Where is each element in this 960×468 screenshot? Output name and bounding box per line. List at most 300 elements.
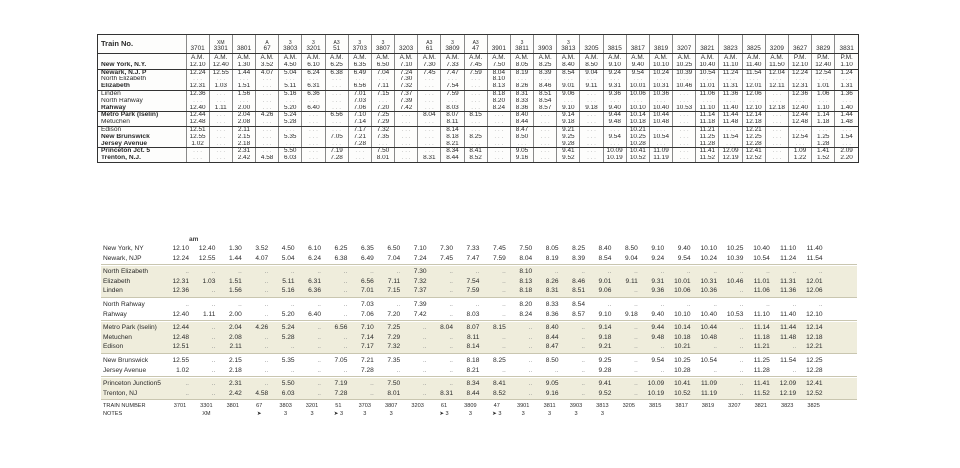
time-cell: . . . xyxy=(765,134,788,141)
time-cell: . . . xyxy=(765,76,788,83)
time-cell: 1.02 xyxy=(176,366,189,374)
time-cell: 10.19 xyxy=(603,155,626,162)
time-cell: 10.06 xyxy=(674,287,691,295)
row-group-divider xyxy=(101,353,857,354)
time-cell: 10.39 xyxy=(673,69,696,76)
time-cell: . . . xyxy=(487,148,510,155)
train-number-row-label: TRAIN NUMBER xyxy=(103,403,146,410)
time-cell: . . . xyxy=(325,119,348,126)
station-name: New York, N.Y. xyxy=(98,62,186,69)
time-cell: . . . xyxy=(418,83,441,90)
time-cell: 6.56 xyxy=(325,112,348,119)
time-cell: 10.31 xyxy=(700,277,717,285)
time-cell: .. xyxy=(713,268,717,276)
time-cell: 4.26 xyxy=(256,112,279,119)
time-cell: . . . xyxy=(209,141,232,148)
train-number-header xyxy=(209,35,232,54)
time-cell: . . . xyxy=(302,134,325,141)
time-cell: 8.19 xyxy=(545,254,559,262)
note-cell: XM xyxy=(202,411,211,418)
time-cell: 7.35 xyxy=(387,357,401,364)
time-cell: .. xyxy=(660,366,665,374)
time-cell: 10.01 xyxy=(674,277,691,285)
time-cell: 12.09 xyxy=(779,380,797,388)
time-cell: . . . xyxy=(418,98,441,105)
time-cell: .. xyxy=(581,333,585,341)
time-cell: .. xyxy=(185,268,189,276)
time-cell: . . . xyxy=(765,141,788,148)
time-cell: . . . xyxy=(395,155,418,162)
time-cell: 11.01 xyxy=(753,277,770,285)
time-cell: 10.28 xyxy=(626,141,649,148)
time-cell: .. xyxy=(343,301,348,308)
train-note-code: A3 xyxy=(333,39,340,46)
time-cell: . . . xyxy=(580,76,603,83)
time-cell: 7.45 xyxy=(440,254,453,262)
ampm-cell: A.M. xyxy=(765,54,788,62)
time-cell: 8.05 xyxy=(510,62,533,69)
time-cell: 5.11 xyxy=(282,277,295,285)
time-cell: 8.24 xyxy=(519,310,533,318)
time-cell: 7.10 xyxy=(395,62,418,69)
time-cell: 7.20 xyxy=(387,310,401,318)
time-cell: 8.04 xyxy=(487,69,510,76)
time-cell: .. xyxy=(792,366,797,374)
time-cell: 12.21 xyxy=(806,343,823,351)
time-cell: 10.36 xyxy=(700,287,717,295)
note-cell: 3 xyxy=(284,411,288,418)
station-name: Rahway xyxy=(103,310,127,318)
time-cell: . . . xyxy=(302,141,325,148)
ampm-cell: A.M. xyxy=(649,54,672,62)
time-cell: 10.19 xyxy=(647,389,665,397)
time-cell: 8.11 xyxy=(467,333,480,341)
train-number-cell: 3803 xyxy=(279,403,292,410)
time-cell: 12.04 xyxy=(765,69,788,76)
time-cell: 7.30 xyxy=(413,268,427,276)
time-cell: 9.16 xyxy=(510,155,533,162)
train-number-cell: 3821 xyxy=(754,403,768,410)
time-cell: . . . xyxy=(256,76,279,83)
time-cell: . . . xyxy=(835,126,858,133)
time-cell: 1.11 xyxy=(203,310,216,318)
time-cell: 1.51 xyxy=(228,277,242,285)
time-cell: .. xyxy=(317,357,321,364)
time-cell: . . . xyxy=(302,98,325,105)
time-cell: 6.40 xyxy=(308,310,321,318)
time-cell: 8.24 xyxy=(487,105,510,112)
time-cell: . . . xyxy=(788,76,811,83)
time-cell: 12.18 xyxy=(806,333,823,341)
ampm-cell: P.M. xyxy=(835,54,858,62)
time-cell: 12.51 xyxy=(186,126,209,133)
time-cell: 2.00 xyxy=(232,105,255,112)
station-name: Newark, NJP xyxy=(103,254,142,262)
time-cell: 5.16 xyxy=(281,287,295,295)
train-number-header xyxy=(835,35,858,54)
time-cell: .. xyxy=(449,287,453,295)
time-cell: 12.40 xyxy=(172,310,189,318)
train-number-header xyxy=(279,35,302,54)
time-cell: . . . xyxy=(696,76,719,83)
time-cell: .. xyxy=(317,333,321,341)
time-cell: .. xyxy=(528,324,533,332)
time-cell: 5.35 xyxy=(279,134,302,141)
time-cell: .. xyxy=(634,380,638,388)
time-cell: 7.01 xyxy=(360,287,374,295)
time-cell: 8.01 xyxy=(387,389,401,397)
train-number-header xyxy=(325,35,348,54)
time-cell: . . . xyxy=(186,98,209,105)
time-cell: 8.11 xyxy=(441,119,464,126)
time-cell: 7.10 xyxy=(413,245,427,252)
time-cell: 12.40 xyxy=(812,62,835,69)
time-cell: 12.14 xyxy=(806,324,823,332)
time-cell: . . . xyxy=(765,148,788,155)
time-cell: 11.24 xyxy=(719,69,742,76)
time-cell: . . . xyxy=(742,98,765,105)
time-cell: .. xyxy=(634,366,638,374)
time-cell: 1.01 xyxy=(812,83,835,90)
time-cell: .. xyxy=(422,366,427,374)
train-number: 3829 xyxy=(816,45,831,53)
time-cell: 6.50 xyxy=(387,245,401,252)
train-number-cell: 3903 xyxy=(569,403,583,410)
station-name: North Elizabeth xyxy=(103,268,149,276)
time-cell: . . . xyxy=(742,76,765,83)
time-cell: . . . xyxy=(580,98,603,105)
time-cell: 11.31 xyxy=(719,83,742,90)
time-cell: 8.54 xyxy=(534,98,557,105)
time-cell: 7.03 xyxy=(348,98,371,105)
time-cell: 11.44 xyxy=(780,324,797,332)
time-cell: 7.03 xyxy=(360,301,374,308)
time-cell: . . . xyxy=(626,98,649,105)
time-cell: 8.34 xyxy=(466,380,480,388)
ampm-cell: A.M. xyxy=(186,54,209,62)
time-cell: 7.37 xyxy=(413,287,427,295)
time-cell: . . . xyxy=(256,126,279,133)
time-cell: 9.36 xyxy=(603,90,626,97)
time-cell: .. xyxy=(317,324,321,332)
train-number-cell: 3823 xyxy=(780,403,794,410)
time-cell: . . . xyxy=(812,76,835,83)
time-cell: 8.46 xyxy=(572,277,585,285)
time-cell: 7.19 xyxy=(334,380,348,388)
timetable-row xyxy=(101,356,857,365)
note-cell: 3 xyxy=(548,411,552,418)
time-cell: . . . xyxy=(696,98,719,105)
time-cell: 1.24 xyxy=(835,69,858,76)
time-cell: 7.06 xyxy=(348,105,371,112)
timetable-row xyxy=(98,69,858,76)
row-group-divider xyxy=(101,297,857,298)
time-cell: .. xyxy=(528,343,533,351)
train-note-code: A xyxy=(265,39,269,46)
time-cell: .. xyxy=(634,287,638,295)
train-number-cell: 3801 xyxy=(226,403,240,410)
time-cell: . . . xyxy=(209,90,232,97)
time-cell: . . . xyxy=(279,76,302,83)
time-cell: 12.40 xyxy=(788,105,811,112)
time-cell: 12.06 xyxy=(742,90,765,97)
time-cell: 9.40 xyxy=(651,310,665,318)
time-cell: 9.31 xyxy=(651,277,665,285)
time-cell: . . . xyxy=(418,148,441,155)
time-cell: .. xyxy=(528,380,533,388)
time-cell: 11.18 xyxy=(696,119,719,126)
time-cell: 2.09 xyxy=(835,148,858,155)
time-cell: . . . xyxy=(673,112,696,119)
time-cell: 8.15 xyxy=(464,112,487,119)
time-cell: 10.40 xyxy=(696,62,719,69)
time-cell: 9.05 xyxy=(510,148,533,155)
time-cell: 4.58 xyxy=(255,389,269,397)
time-cell: . . . xyxy=(302,126,325,133)
ampm-cell: A.M. xyxy=(302,54,325,62)
time-cell: 7.32 xyxy=(395,83,418,90)
time-cell: .. xyxy=(502,310,506,318)
time-cell: 11.44 xyxy=(719,112,742,119)
time-cell: 1.09 xyxy=(788,148,811,155)
train-number: 3809 xyxy=(445,45,460,53)
train-number: 3817 xyxy=(630,45,645,53)
time-cell: 4.50 xyxy=(281,245,295,252)
time-cell: 8.10 xyxy=(487,76,510,83)
timetable-row xyxy=(98,155,858,162)
time-cell: 11.54 xyxy=(719,134,742,141)
time-cell: 5.24 xyxy=(281,324,295,332)
time-cell: 8.14 xyxy=(466,343,480,351)
time-cell: 7.29 xyxy=(371,119,394,126)
time-cell: .. xyxy=(211,389,216,397)
time-cell: .. xyxy=(290,301,295,308)
time-cell: 8.13 xyxy=(519,277,533,285)
time-cell: 8.14 xyxy=(441,126,464,133)
notes-row-label: NOTES xyxy=(103,411,123,418)
time-cell: .. xyxy=(264,277,269,285)
time-cell: .. xyxy=(422,357,427,364)
train-number-header xyxy=(557,35,580,54)
time-cell: . . . xyxy=(302,155,325,162)
time-cell: . . . xyxy=(603,76,626,83)
time-cell: .. xyxy=(449,357,453,364)
train-number: 3825 xyxy=(746,45,761,53)
timetable-row xyxy=(98,134,858,141)
time-cell: 6.10 xyxy=(308,245,321,252)
time-cell: . . . xyxy=(325,83,348,90)
train-number-cell: 3301 xyxy=(200,403,213,410)
time-cell: . . . xyxy=(487,112,510,119)
time-cell: 1.31 xyxy=(835,83,858,90)
time-cell: . . . xyxy=(719,98,742,105)
time-cell: 11.19 xyxy=(649,155,672,162)
train-number-cell: 67 xyxy=(256,403,263,410)
time-cell: 10.54 xyxy=(753,254,770,262)
original-timetable xyxy=(97,34,859,163)
time-cell: 4.50 xyxy=(279,62,302,69)
timetable-row xyxy=(98,62,858,69)
time-cell: 12.18 xyxy=(742,119,765,126)
time-cell: 12.06 xyxy=(806,287,823,295)
time-cell: 12.24 xyxy=(788,69,811,76)
time-cell: 11.09 xyxy=(700,380,717,388)
time-cell: .. xyxy=(264,301,269,308)
time-cell: 10.24 xyxy=(649,69,672,76)
time-cell: 9.28 xyxy=(598,366,612,374)
train-number-cell: 61 xyxy=(440,403,448,410)
time-cell: 10.25 xyxy=(674,357,691,364)
time-cell: . . . xyxy=(418,126,441,133)
time-cell: 8.13 xyxy=(487,83,510,90)
time-cell: 12.55 xyxy=(172,357,189,364)
time-cell: 8.46 xyxy=(534,83,557,90)
time-cell: 12.55 xyxy=(198,254,216,262)
time-cell: . . . xyxy=(603,98,626,105)
time-cell: . . . xyxy=(395,126,418,133)
train-number: 67 xyxy=(263,45,271,53)
train-number-header xyxy=(649,35,672,54)
time-cell: . . . xyxy=(835,76,858,83)
ampm-cell: A.M. xyxy=(232,54,255,62)
train-number-cell: 47 xyxy=(493,403,500,410)
time-cell: . . . xyxy=(418,76,441,83)
time-cell: .. xyxy=(475,268,480,276)
time-cell: 5.11 xyxy=(279,83,302,90)
timetable-row xyxy=(101,323,857,332)
time-cell: .. xyxy=(370,380,374,388)
time-cell: 7.21 xyxy=(348,134,371,141)
train-number-header xyxy=(186,35,209,54)
time-cell: 7.11 xyxy=(371,83,394,90)
train-number-cell: 3811 xyxy=(543,403,556,410)
time-cell: 9.25 xyxy=(598,357,612,364)
time-cell: 7.05 xyxy=(334,357,348,364)
time-cell: 8.39 xyxy=(572,254,585,262)
train-number-header xyxy=(348,35,371,54)
time-cell: . . . xyxy=(209,126,232,133)
time-cell: 2.04 xyxy=(228,324,242,332)
time-cell: 11.54 xyxy=(742,69,765,76)
time-cell: 7.30 xyxy=(395,76,418,83)
train-number-header xyxy=(626,35,649,54)
station-name: Trenton, N.J. xyxy=(101,155,141,162)
train-number-header xyxy=(580,35,603,54)
time-cell: 7.28 xyxy=(348,141,371,148)
time-cell: 9.54 xyxy=(626,69,649,76)
time-cell: 9.11 xyxy=(625,277,638,285)
time-cell: 12.44 xyxy=(788,112,811,119)
time-cell: 12.36 xyxy=(172,287,189,295)
time-cell: 5.50 xyxy=(279,148,302,155)
train-number-cell: 3901 xyxy=(516,403,530,410)
time-cell: 9.18 xyxy=(598,333,612,341)
time-cell: 11.21 xyxy=(753,343,770,351)
train-number-cell: 3207 xyxy=(728,403,741,410)
time-cell: . . . xyxy=(395,148,418,155)
time-cell: 8.31 xyxy=(545,287,559,295)
train-number: 51 xyxy=(333,45,341,53)
time-cell: . . . xyxy=(534,155,557,162)
time-cell: . . . xyxy=(580,134,603,141)
time-cell: 8.31 xyxy=(510,90,533,97)
time-cell: .. xyxy=(264,287,269,295)
time-cell: 8.40 xyxy=(598,245,612,252)
time-cell: 7.47 xyxy=(441,69,464,76)
time-cell: . . . xyxy=(487,155,510,162)
time-cell: .. xyxy=(660,268,665,276)
time-cell: 7.50 xyxy=(519,245,533,252)
time-cell: 3.52 xyxy=(255,245,269,252)
ampm-cell: A.M. xyxy=(441,54,464,62)
time-cell: 1.51 xyxy=(232,83,255,90)
time-cell: 8.18 xyxy=(487,90,510,97)
time-cell: .. xyxy=(739,268,744,276)
time-cell: 12.55 xyxy=(209,69,232,76)
train-note-code: A3 xyxy=(472,39,479,46)
time-cell: 1.30 xyxy=(232,62,255,69)
station-name: New York, NY xyxy=(103,245,144,252)
time-cell: 8.36 xyxy=(510,105,533,112)
time-cell: 10.53 xyxy=(673,105,696,112)
time-cell: 1.54 xyxy=(835,134,858,141)
time-cell: .. xyxy=(581,343,585,351)
time-cell: .. xyxy=(290,343,295,351)
time-cell: 9.10 xyxy=(651,245,665,252)
time-cell: . . . xyxy=(302,76,325,83)
time-cell: 8.50 xyxy=(545,357,559,364)
time-cell: 1.44 xyxy=(228,254,242,262)
time-cell: 6.38 xyxy=(325,69,348,76)
time-cell: .. xyxy=(660,343,665,351)
time-cell: .. xyxy=(343,287,348,295)
time-cell: .. xyxy=(343,277,348,285)
time-cell: 7.42 xyxy=(413,310,427,318)
time-cell: 4.07 xyxy=(256,69,279,76)
time-cell: 12.10 xyxy=(806,310,823,318)
time-cell: 11.18 xyxy=(753,333,770,341)
station-name: North Elizabeth xyxy=(101,76,147,83)
time-cell: 5.04 xyxy=(279,69,302,76)
ampm-cell: A.M. xyxy=(719,54,742,62)
time-cell: .. xyxy=(766,268,770,276)
time-cell: 10.44 xyxy=(700,324,717,332)
time-cell: .. xyxy=(422,333,427,341)
time-cell: 9.54 xyxy=(651,357,665,364)
time-cell: .. xyxy=(264,333,269,341)
time-cell: 6.35 xyxy=(348,62,371,69)
time-cell: .. xyxy=(317,343,321,351)
time-cell: 7.20 xyxy=(371,105,394,112)
note-cell: ➤ 3 xyxy=(492,411,502,418)
time-cell: 9.48 xyxy=(603,119,626,126)
time-cell: 2.15 xyxy=(228,357,242,364)
time-cell: .. xyxy=(211,268,216,276)
time-cell: 7.59 xyxy=(464,69,487,76)
time-cell: . . . xyxy=(256,134,279,141)
time-cell: 8.25 xyxy=(572,245,585,252)
time-cell: 1.10 xyxy=(835,62,858,69)
time-cell: 6.03 xyxy=(279,155,302,162)
time-cell: 8.33 xyxy=(545,301,559,308)
time-cell: 10.10 xyxy=(674,310,691,318)
time-cell: .. xyxy=(502,343,506,351)
time-cell: 2.31 xyxy=(228,380,242,388)
train-number-header xyxy=(603,35,626,54)
time-cell: 7.39 xyxy=(413,301,427,308)
time-cell: 6.24 xyxy=(302,69,325,76)
time-cell: .. xyxy=(449,343,453,351)
